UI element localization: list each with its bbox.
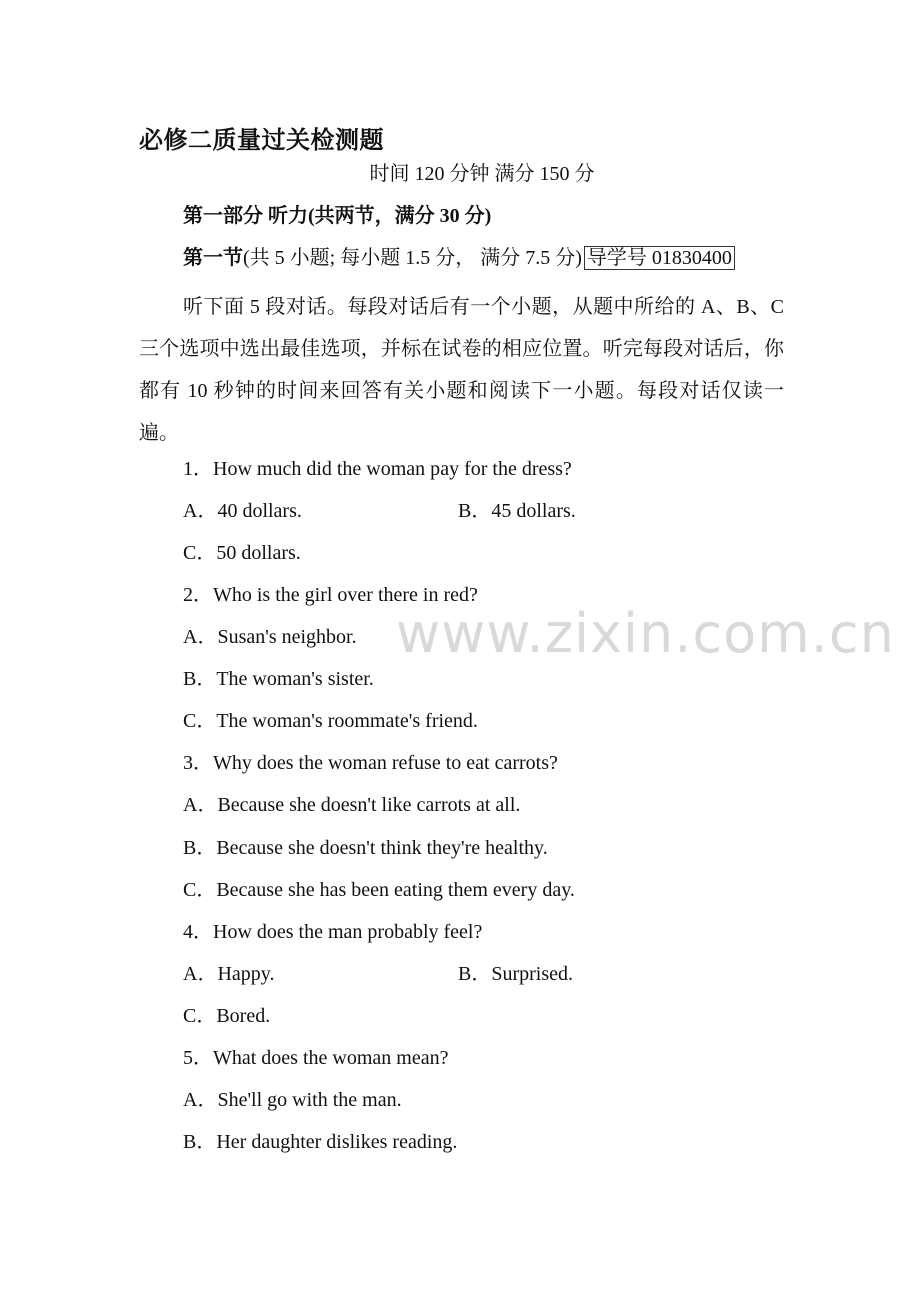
question-1-option-c: C．50 dollars.	[183, 542, 301, 564]
section-heading-line	[183, 245, 735, 271]
guide-number-link[interactable]: 导学号 01830400	[584, 246, 735, 270]
question-5-option-a: A．She'll go with the man.	[183, 1089, 402, 1111]
question-3-option-b: B．Because she doesn't think they're healthy.	[183, 837, 548, 859]
question-4-option-c: C．Bored.	[183, 1005, 271, 1027]
document-title: 必修二质量过关检测题	[139, 126, 384, 154]
instructions-paragraph: 听下面 5 段对话。每段对话后有一个小题，从题中所给的 A、B、C 三个选项中选出最佳选项，并标在试卷的相应位置。听完每段对话后，你都有 10 秒钟的时间来回答有关小题和阅读下一小题。每段对话仅读一遍。	[139, 296, 784, 444]
part-heading: 第一部分 听力(共两节，满分 30 分)	[183, 205, 492, 227]
question-1-option-a: A．40 dollars.	[183, 500, 302, 522]
question-1-options-row	[183, 498, 783, 524]
question-2-stem: 2．Who is the girl over there in red?	[183, 584, 478, 606]
time-info: 时间 120 分钟 满分 150 分	[369, 163, 595, 185]
question-2-option-b: B．The woman's sister.	[183, 668, 374, 690]
question-4-option-a: A．Happy.	[183, 963, 275, 985]
question-5-option-b: B．Her daughter dislikes reading.	[183, 1131, 458, 1153]
question-3-stem: 3．Why does the woman refuse to eat carrots?	[183, 752, 558, 774]
question-4-option-b: B．Surprised.	[458, 963, 573, 985]
question-5-stem: 5．What does the woman mean?	[183, 1047, 449, 1069]
question-2-option-a: A．Susan's neighbor.	[183, 626, 357, 648]
watermark: www.zixin.com.cn	[396, 602, 895, 665]
question-3-option-c: C．Because she has been eating them every day.	[183, 879, 575, 901]
question-1-option-b: B．45 dollars.	[458, 500, 576, 522]
question-2-option-c: C．The woman's roommate's friend.	[183, 710, 478, 732]
question-1-stem: 1．How much did the woman pay for the dress?	[183, 458, 572, 480]
question-4-options-row	[183, 961, 783, 987]
question-4-stem: 4．How does the man probably feel?	[183, 921, 483, 943]
section-detail: (共 5 小题; 每小题 1.5 分， 满分 7.5 分)	[243, 247, 582, 269]
section-heading: 第一节	[183, 247, 243, 269]
question-3-option-a: A．Because she doesn't like carrots at all.	[183, 794, 521, 816]
